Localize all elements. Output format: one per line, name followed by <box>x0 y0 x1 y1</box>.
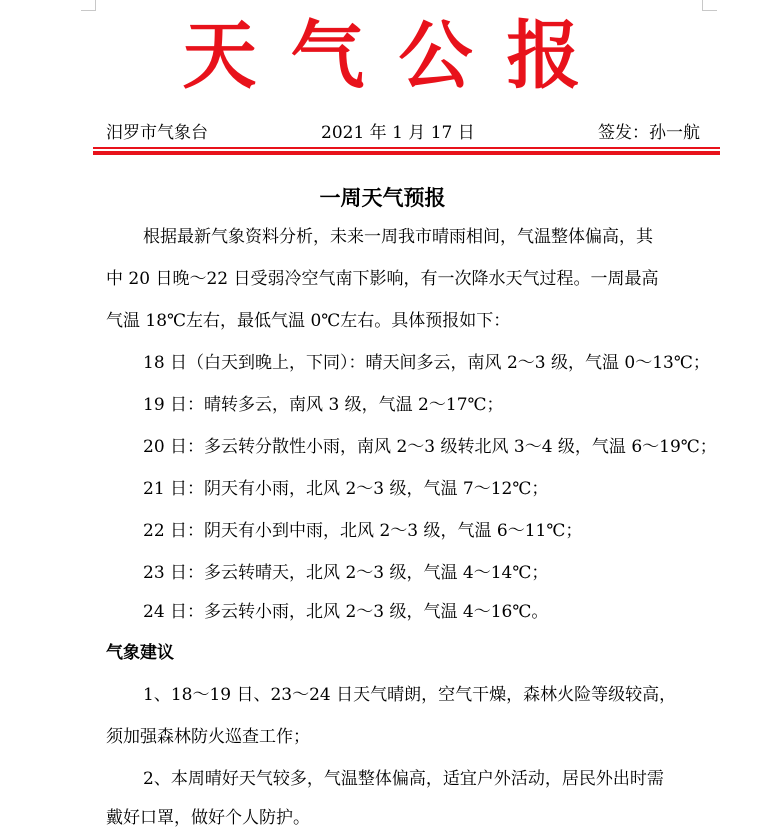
advice-line: 1、18～19 日、23～24 日天气晴朗，空气干燥，森林火险等级较高， <box>143 685 677 705</box>
forecast-line: 22 日：阴天有小到中雨，北风 2～3 级，气温 6～11℃； <box>143 521 583 541</box>
header-divider-thick <box>93 151 720 155</box>
header-divider-thin <box>93 147 720 149</box>
intro-line: 中 20 日晚～22 日受弱冷空气南下影响，有一次降水天气过程。一周最高 <box>106 269 659 289</box>
signer: 签发：孙一航 <box>598 123 700 143</box>
advice-line: 2、本周晴好天气较多，气温整体偏高，适宜户外活动，居民外出时需 <box>143 769 664 789</box>
document-title: 一周天气预报 <box>319 185 446 210</box>
advice-line: 须加强森林防火巡查工作； <box>106 727 310 747</box>
advice-heading: 气象建议 <box>106 643 174 663</box>
forecast-line: 21 日：阴天有小雨，北风 2～3 级，气温 7～12℃； <box>143 479 549 499</box>
masthead-char: 报 <box>506 13 583 99</box>
bulletin-meta-row <box>106 118 700 142</box>
masthead-title <box>0 8 765 104</box>
forecast-line: 19 日：晴转多云，南风 3 级，气温 2～17℃； <box>143 395 504 415</box>
forecast-line: 20 日：多云转分散性小雨，南风 2～3 级转北风 3～4 级，气温 6～19℃； <box>143 437 717 457</box>
intro-line: 气温 18℃左右，最低气温 0℃左右。具体预报如下： <box>106 311 511 331</box>
advice-line: 戴好口罩，做好个人防护。 <box>106 808 310 828</box>
masthead-char: 天 <box>182 13 259 99</box>
masthead-char: 气 <box>290 13 367 99</box>
intro-line: 根据最新气象资料分析，未来一周我市晴雨相间，气温整体偏高，其 <box>143 227 653 247</box>
masthead-char: 公 <box>398 13 475 99</box>
forecast-line: 24 日：多云转小雨，北风 2～3 级，气温 4～16℃。 <box>143 602 549 622</box>
issuing-organization: 汨罗市气象台 <box>106 123 208 143</box>
issue-date: 2021 年 1 月 17 日 <box>321 123 475 143</box>
forecast-line: 18 日（白天到晚上，下同）：晴天间多云，南风 2～3 级，气温 0～13℃； <box>143 353 710 373</box>
forecast-line: 23 日：多云转晴天，北风 2～3 级，气温 4～14℃； <box>143 563 549 583</box>
